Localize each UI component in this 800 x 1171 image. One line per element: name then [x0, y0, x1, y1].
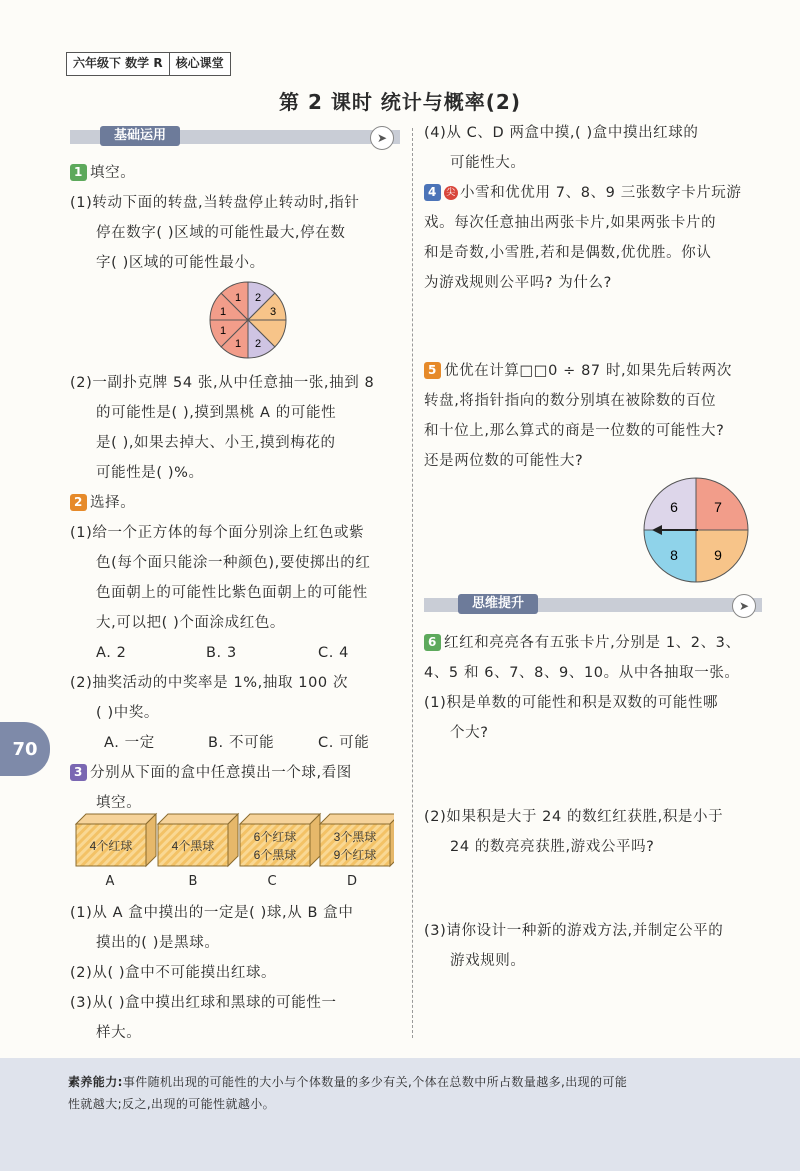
q6-s2-line1: (2)如果积是大于 24 的数红红获胜,积是小于 [424, 809, 724, 825]
spinner-q1-label-2: 2 [254, 338, 262, 350]
q5-number: 5 [424, 362, 441, 379]
footer-label: 素养能力: [68, 1075, 123, 1089]
q1-p1-line2: 停在数字( )区域的可能性最大,停在数 [96, 225, 346, 241]
spinner-q5-label-7: 7 [714, 499, 722, 515]
q1-p2-line3: 是( ),如果去掉大、小王,摸到梅花的 [96, 435, 336, 451]
q2-p1-option-b: B. 3 [206, 645, 237, 661]
page-title: 第 2 课时 统计与概率(2) [278, 90, 521, 114]
spinner-q1 [203, 280, 293, 360]
grade-label: 六年级下 数学 R [67, 53, 170, 75]
box-d-line2: 9个红球 [333, 848, 377, 862]
box-b [158, 814, 238, 866]
q4-line1-text: 小雪和优优用 7、8、9 三张数字卡片玩游 [460, 185, 742, 201]
q4-star-badge: 尖 [444, 186, 458, 200]
q6-s3-line2: 游戏规则。 [450, 953, 526, 969]
box-d-label: D [346, 874, 357, 889]
q1-p2-line1: (2)一副扑克牌 54 张,从中任意抽一张,抽到 8 [70, 375, 375, 391]
footer-line1 [68, 1071, 768, 1093]
q6-number: 6 [424, 634, 441, 651]
spinner-q5-sector-7 [696, 478, 748, 530]
spinner-q1-label-3: 1 [234, 292, 242, 304]
footer-text [68, 1071, 768, 1115]
q3-s4-line2: 可能性大。 [450, 155, 526, 171]
q3-line2: 填空。 [96, 795, 142, 811]
q1-heading [70, 158, 135, 188]
q4-line4: 为游戏规则公平吗? 为什么? [424, 275, 612, 291]
q2-p1-option-c: C. 4 [318, 645, 349, 661]
q4-line1 [424, 178, 742, 208]
q4-line3: 和是奇数,小雪胜,若和是偶数,优优胜。你认 [424, 245, 712, 261]
box-c [240, 814, 320, 866]
q2-number: 2 [70, 494, 87, 511]
q6-s2-line2: 24 的数亮亮获胜,游戏公平吗? [450, 839, 655, 855]
q3-s1-line1: (1)从 A 盒中摸出的一定是( )球,从 B 盒中 [70, 905, 354, 921]
spinner-q1-label-1: 3 [269, 306, 277, 318]
spinner-q5-label-8: 8 [670, 547, 678, 563]
spinner-q1-label-5: 1 [219, 325, 227, 337]
box-d-line1: 3个黑球 [333, 830, 377, 844]
footer-line1-text: 事件随机出现的可能性的大小与个体数量的多少有关,个体在总数中所占数量越多,出现的可能 [122, 1075, 628, 1089]
q2-p2-option-a: A. 一定 [104, 735, 155, 751]
q6-s1-line2: 个大? [450, 725, 489, 741]
q5-line1 [424, 356, 732, 386]
q2-heading [70, 488, 135, 518]
q3-s1-line2: 摸出的( )是黑球。 [96, 935, 220, 951]
box-b-label: B [188, 874, 198, 889]
spinner-q5 [640, 474, 752, 586]
q1-p1-line1: (1)转动下面的转盘,当转盘停止转动时,指针 [70, 195, 360, 211]
q2-p1-option-a: A. 2 [96, 645, 127, 661]
q3-line1 [70, 758, 352, 788]
q4-number: 4 [424, 184, 441, 201]
q2-p2-line2: ( )中奖。 [96, 705, 160, 721]
q1-p1-line3: 字( )区域的可能性最小。 [96, 255, 265, 271]
column-divider [412, 128, 413, 1038]
spinner-q5-label-9: 9 [714, 547, 722, 563]
box-b-line1: 4个黑球 [171, 839, 215, 853]
section-title-basic: 基础运用 [100, 126, 180, 146]
q6-line2: 4、5 和 6、7、8、9、10。从中各抽取一张。 [424, 665, 740, 681]
q2-p2-option-c: C. 可能 [318, 735, 370, 751]
box-a-label: A [105, 874, 115, 889]
series-label: 核心课堂 [175, 56, 224, 70]
box-c-line2: 6个黑球 [253, 848, 297, 862]
section-title-thinking: 思维提升 [458, 594, 538, 614]
box-a [76, 814, 156, 866]
spinner-q5-label-6: 6 [670, 499, 678, 515]
q6-s3-line1: (3)请你设计一种新的游戏方法,并制定公平的 [424, 923, 724, 939]
q2-heading-text: 选择。 [90, 495, 136, 511]
q6-line1 [424, 628, 741, 658]
q3-line1-text: 分别从下面的盒中任意摸出一个球,看图 [90, 765, 352, 781]
q2-p1-line3: 色面朝上的可能性比紫色面朝上的可能性 [96, 585, 368, 601]
spinner-q1-label-0: 2 [254, 292, 262, 304]
q1-number: 1 [70, 164, 87, 181]
q5-line4: 还是两位数的可能性大? [424, 453, 584, 469]
q5-line2: 转盘,将指针指向的数分别填在被除数的百位 [424, 393, 717, 409]
box-c-label: C [267, 874, 277, 889]
q4-line2: 戏。每次任意抽出两张卡片,如果两张卡片的 [424, 215, 717, 231]
header-tag [66, 52, 231, 76]
q2-p2-option-b: B. 不可能 [208, 735, 275, 751]
q3-s3-line1: (3)从( )盒中摸出红球和黑球的可能性一 [70, 995, 337, 1011]
spinner-q5-sector-9 [696, 530, 748, 582]
q3-boxes [74, 812, 394, 868]
box-c-line1: 6个红球 [253, 830, 297, 844]
q2-p2-line1: (2)抽奖活动的中奖率是 1%,抽取 100 次 [70, 675, 349, 691]
q2-p1-line1: (1)给一个正方体的每个面分别涂上红色或紫 [70, 525, 365, 541]
q3-s4-line1: (4)从 C、D 两盒中摸,( )盒中摸出红球的 [424, 125, 699, 141]
footer-line2: 性就越大;反之,出现的可能性就越小。 [68, 1097, 276, 1111]
q3-s2: (2)从( )盒中不可能摸出红球。 [70, 965, 277, 981]
q6-s1-line1: (1)积是单数的可能性和积是双数的可能性哪 [424, 695, 719, 711]
q2-p1-line4: 大,可以把( )个面涂成红色。 [96, 615, 286, 631]
paper-plane-icon-2: ➤ [732, 594, 756, 618]
q2-p1-line2: 色(每个面只能涂一种颜色),要使掷出的红 [96, 555, 371, 571]
page-number: 70 [0, 722, 50, 776]
box-d [320, 814, 394, 866]
spinner-q1-label-4: 1 [219, 306, 227, 318]
box-a-line1: 4个红球 [89, 839, 133, 853]
q1-p2-line2: 的可能性是( ),摸到黑桃 A 的可能性 [96, 405, 337, 421]
q5-line1-text: 优优在计算□□0 ÷ 87 时,如果先后转两次 [444, 363, 732, 379]
paper-plane-icon: ➤ [370, 126, 394, 150]
q5-line3: 和十位上,那么算式的商是一位数的可能性大? [424, 423, 725, 439]
q6-line1-text: 红红和亮亮各有五张卡片,分别是 1、2、3、 [444, 635, 741, 651]
q3-number: 3 [70, 764, 87, 781]
q1-p2-line4: 可能性是( )%。 [96, 465, 204, 481]
q1-heading-text: 填空。 [90, 165, 136, 181]
q3-s3-line2: 样大。 [96, 1025, 142, 1041]
spinner-q1-label-6: 1 [234, 338, 242, 350]
